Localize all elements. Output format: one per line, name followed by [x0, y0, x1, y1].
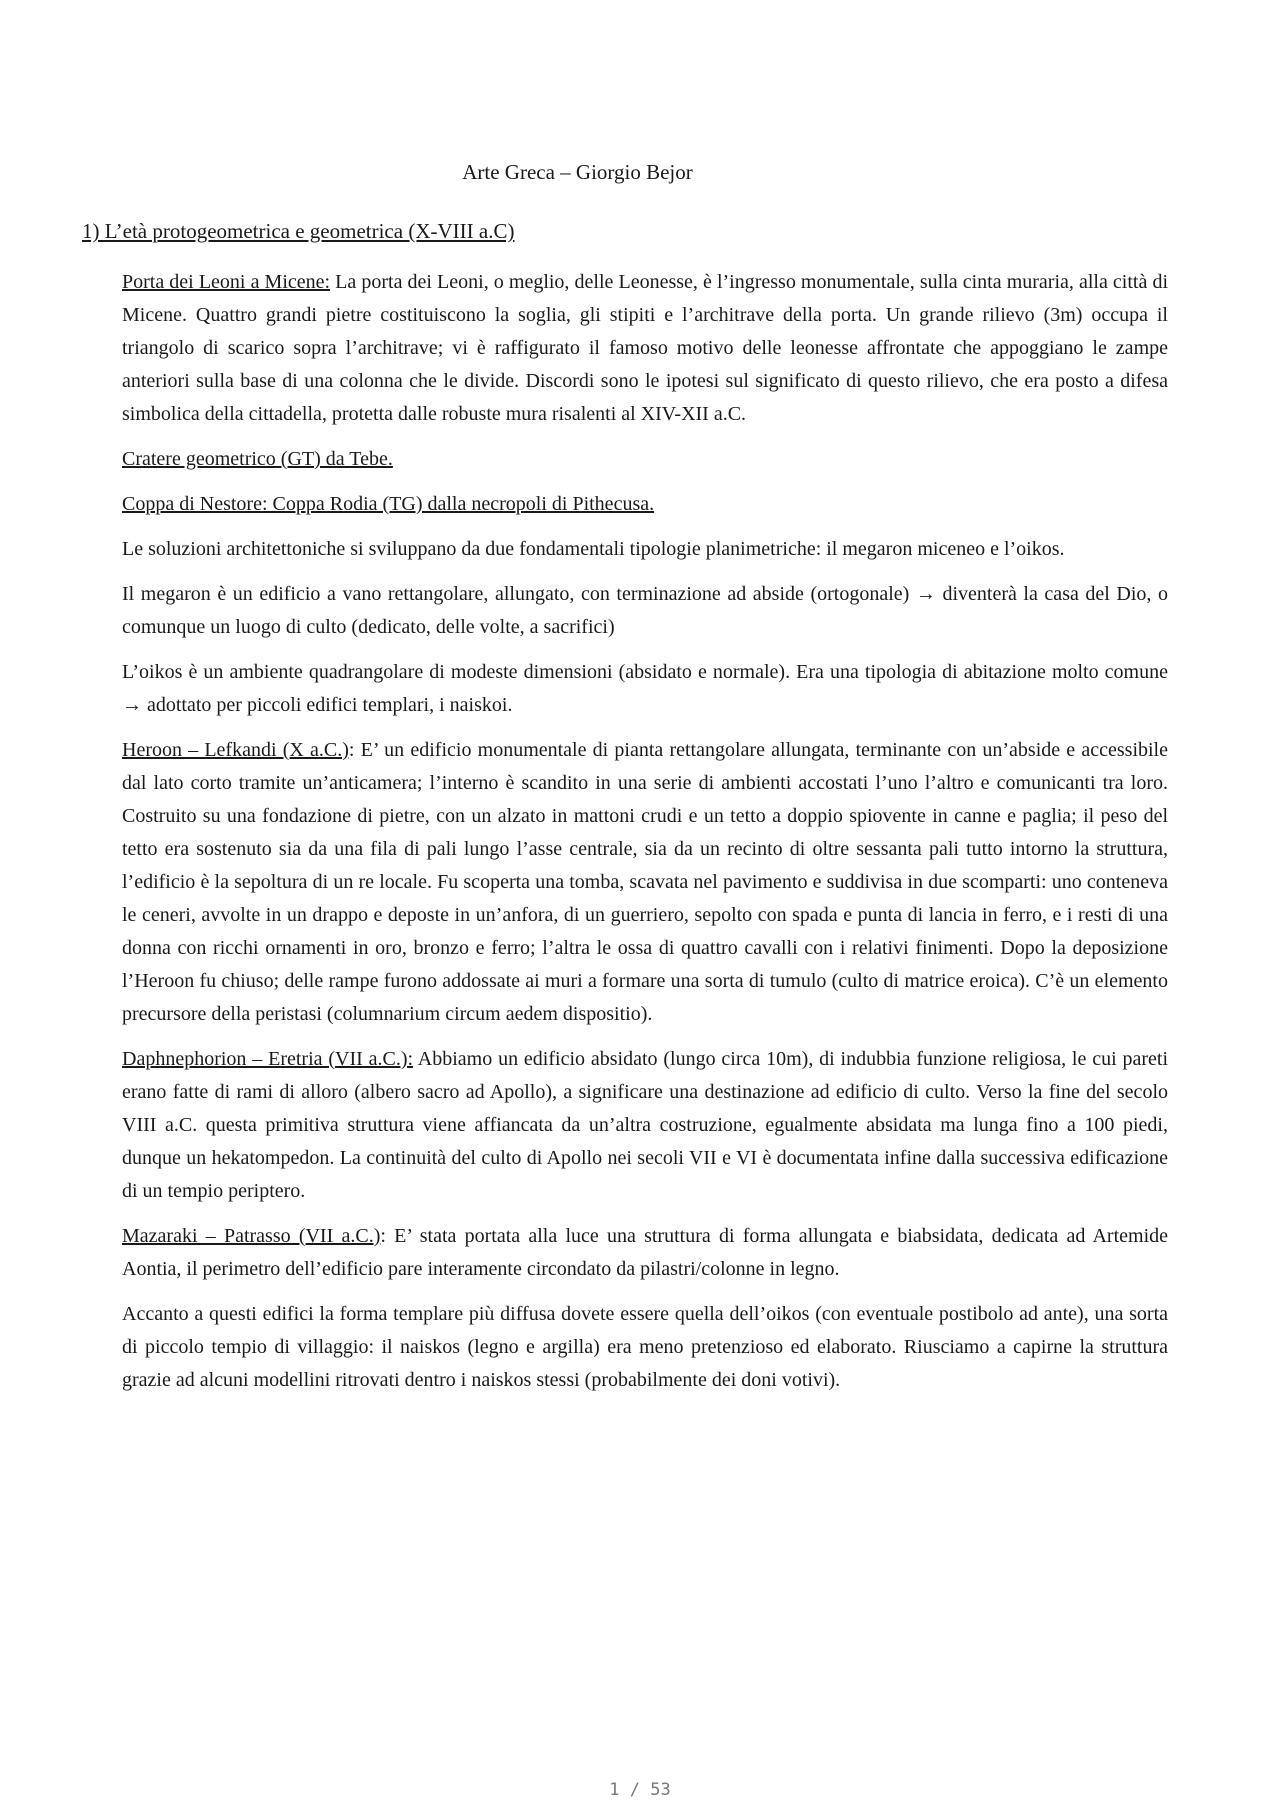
paragraph-lead: Cratere geometrico (GT) da Tebe.	[122, 448, 393, 470]
paragraph-lead: Heroon – Lefkandi (X a.C.)	[122, 739, 349, 761]
paragraph-text: L’oikos è un ambiente quadrangolare di modeste dimensioni (absidato e normale). Era una tipologia di abitazione molto comune → adottato per piccoli edifici templari, i naiskoi.	[122, 661, 1168, 716]
paragraph-naiskos	[122, 1298, 1168, 1397]
paragraph-porta-dei-leoni	[122, 266, 1168, 431]
paragraph-text: Accanto a questi edifici la forma templare più diffusa dovete essere quella dell’oikos (con eventuale postibolo ad ante), una sorta di piccolo tempio di villaggio: il naiskos (legno e argilla) era meno pretenzioso ed elaborato. Riusciamo a capirne la struttura grazie ad alcuni modellini ritrovati dentro i naiskos stessi (probabilmente dei doni votivi).	[122, 1303, 1168, 1391]
paragraph-coppa-di-nestore	[122, 488, 1168, 521]
paragraph-lead: Coppa di Nestore: Coppa Rodia (TG) dalla necropoli di Pithecusa.	[122, 493, 655, 515]
paragraph-text: La porta dei Leoni, o meglio, delle Leonesse, è l’ingresso monumentale, sulla cinta muraria, alla città di Micene. Quattro grandi pietre costituiscono la soglia, gli stipiti e l’architrave della porta. Un grande rilievo (3m) occupa il triangolo di scarico sopra l’architrave; vi è raffigurato il famoso motivo delle leonesse affrontate che appoggiano le zampe anteriori sulla base di una colonna che le divide. Discordi sono le ipotesi sul significato di questo rilievo, che era posto a difesa simbolica della cittadella, protetta dalle robuste mura risalenti al XIV-XII a.C.	[122, 271, 1168, 425]
paragraph-soluzioni-architettoniche	[122, 533, 1168, 566]
paragraph-text: Le soluzioni architettoniche si sviluppano da due fondamentali tipologie planimetriche: il megaron miceneo e l’oikos.	[122, 538, 1065, 560]
document-title: Arte Greca – Giorgio Bejor	[462, 160, 693, 184]
document-body	[122, 266, 1168, 1409]
paragraph-text: : E’ stata portata alla luce una struttura di forma allungata e biabsidata, dedicata ad Artemide Aontia, il perimetro dell’edificio pare interamente circondato da pilastri/colonne in legno.	[122, 1225, 1169, 1280]
paragraph-lead: Daphnephorion – Eretria (VII a.C.):	[122, 1048, 414, 1070]
paragraph-daphnephorion-eretria	[122, 1043, 1168, 1208]
paragraph-oikos	[122, 656, 1168, 722]
paragraph-cratere-geometrico	[122, 443, 1168, 476]
section-heading: 1) L’età protogeometrica e geometrica (X-VIII a.C)	[82, 219, 515, 243]
paragraph-megaron	[122, 578, 1168, 644]
paragraph-text: Abbiamo un edificio absidato (lungo circa 10m), di indubbia funzione religiosa, le cui pareti erano fatte di rami di alloro (albero sacro ad Apollo), a significare una destinazione ad edificio di culto. Verso la fine del secolo VIII a.C. questa primitiva struttura viene affiancata da un’altra costruzione, egualmente absidata ma lunga fino a 100 piedi, dunque un hekatompedon. La continuità del culto di Apollo nei secoli VII e VI è documentata infine dalla successiva edificazione di un tempio periptero.	[122, 1048, 1168, 1202]
paragraph-text: Il megaron è un edificio a vano rettangolare, allungato, con terminazione ad abside (ortogonale) → diventerà la casa del Dio, o comunque un luogo di culto (dedicato, delle volte, a sacrifici)	[122, 583, 1168, 638]
page-indicator: 1 / 53	[609, 1780, 671, 1800]
paragraph-lead: Porta dei Leoni a Micene:	[122, 271, 331, 293]
paragraph-mazaraki-patrasso	[122, 1220, 1168, 1286]
paragraph-heroon-lefkandi	[122, 734, 1168, 1031]
paragraph-lead: Mazaraki – Patrasso (VII a.C.)	[122, 1225, 381, 1247]
paragraph-text: : E’ un edificio monumentale di pianta rettangolare allungata, terminante con un’abside e accessibile dal lato corto tramite un’anticamera; l’interno è scandito in una serie di ambienti accostati l’uno l’altro e comunicanti tra loro. Costruito su una fondazione di pietre, con un alzato in mattoni crudi e un tetto a doppio spiovente in canne e paglia; il peso del tetto era sostenuto sia da una fila di pali lungo l’asse centrale, sia da un recinto di oltre sessanta pali tutto intorno la struttura, l’edificio è la sepoltura di un re locale. Fu scoperta una tomba, scavata nel pavimento e suddivisa in due scomparti: uno conteneva le ceneri, avvolte in un drappo e deposte in un’anfora, di un guerriero, sepolto con spada e punta di lancia in ferro, e i resti di una donna con ricchi ornamenti in oro, bronzo e ferro; l’altra le ossa di quattro cavalli con i relativi finimenti. Dopo la deposizione l’Heroon fu chiuso; delle rampe furono addossate ai muri a formare una sorta di tumulo (culto di matrice eroica). C’è un elemento precursore della peristasi (columnarium circum aedem dispositio).	[122, 739, 1168, 1025]
